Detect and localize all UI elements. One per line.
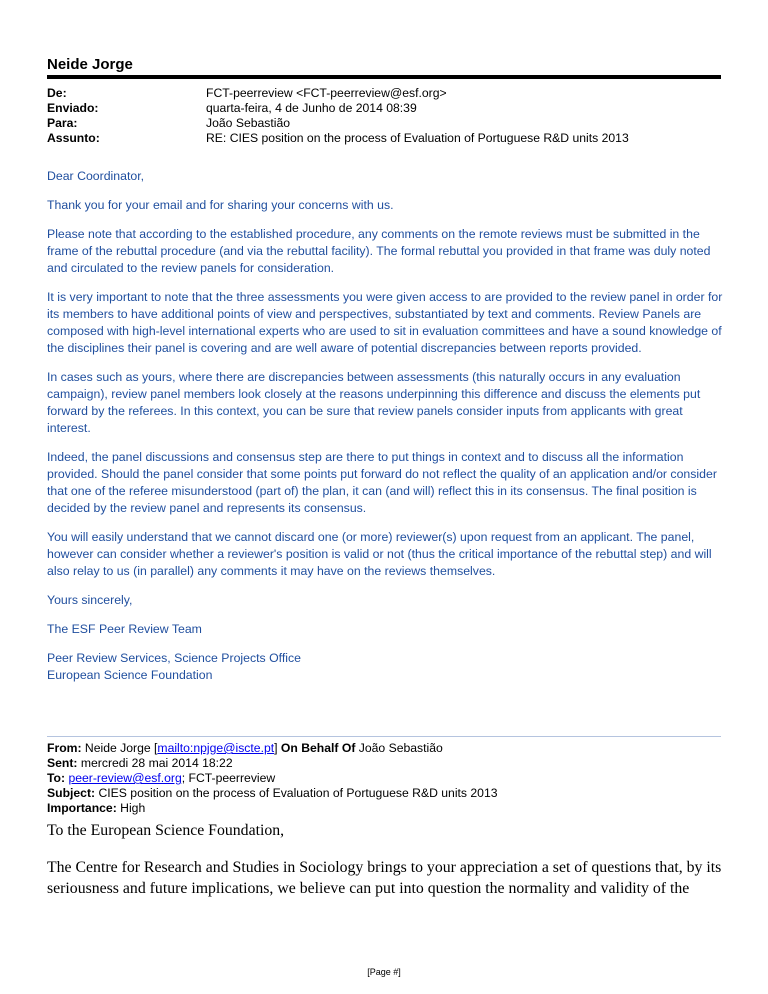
reply-paragraph: You will easily understand that we cannot discard one (or more) reviewer(s) upon request from an applicant. The panel, however can consider whether a reviewer's position is valid or not (thus the critical importance of the rebuttal step) and will also relay to us (in parallel) any comments it may have on the reviews themselves. xyxy=(47,530,712,578)
fwd-behalf-label: On Behalf Of xyxy=(280,741,356,755)
reply-paragraph: In cases such as yours, where there are discrepancies between assessments (this naturally occurs in any evaluation campaign), review panel members look closely at the reasons underpinning this difference and discuss the elements put forward by the referees. In this context, you can be sure that review panels consider inputs from applicants with great interest. xyxy=(47,370,701,435)
reply-paragraph: Thank you for your email and for sharing your concerns with us. xyxy=(47,198,394,212)
from-label: De: xyxy=(47,86,67,100)
fwd-sent-line xyxy=(47,756,727,771)
fwd-to-label: To: xyxy=(47,771,66,785)
fwd-sent-label: Sent: xyxy=(47,756,78,770)
org-line-1: Peer Review Services, Science Projects Office xyxy=(47,651,302,665)
subject-label: Assunto: xyxy=(47,131,100,145)
sent-value: quarta-feira, 4 de Junho de 2014 08:39 xyxy=(206,101,417,115)
fwd-to-line xyxy=(47,771,727,786)
fwd-importance-label: Importance: xyxy=(47,801,117,815)
fwd-sent-value: mercredi 28 mai 2014 18:22 xyxy=(80,756,233,770)
fwd-behalf-name: João Sebastião xyxy=(358,741,443,755)
fwd-subject-label: Subject: xyxy=(47,786,96,800)
sender-name: Neide Jorge xyxy=(47,56,133,73)
fwd-bracket-close: ] xyxy=(274,741,278,755)
forward-divider xyxy=(47,736,721,737)
closing: Yours sincerely, xyxy=(47,593,133,607)
header-divider xyxy=(47,75,721,79)
org-line-2: European Science Foundation xyxy=(47,668,213,682)
fwd-to-rest: ; FCT-peerreview xyxy=(181,771,276,785)
fwd-subject-line xyxy=(47,786,727,801)
team-signature: The ESF Peer Review Team xyxy=(47,622,202,636)
reply-body xyxy=(47,168,727,684)
fwd-from-mailto-link[interactable]: mailto:npjge@iscte.pt xyxy=(157,741,275,755)
to-value: João Sebastião xyxy=(206,116,291,130)
sent-label: Enviado: xyxy=(47,101,99,115)
fwd-subject-value: CIES position on the process of Evaluation of Portuguese R&D units 2013 xyxy=(98,786,498,800)
original-letter xyxy=(47,820,727,915)
fwd-importance-line xyxy=(47,801,727,816)
reply-paragraph: Please note that according to the established procedure, any comments on the remote reviews must be submitted in the frame of the rebuttal procedure (and via the rebuttal facility). The formal rebuttal you provided in that frame was duly noted and circulated to the review panels for consideration. xyxy=(47,227,711,275)
fwd-bracket-open: [ xyxy=(154,741,158,755)
from-value: FCT-peerreview <FCT-peerreview@esf.org> xyxy=(206,86,447,100)
fwd-from-label: From: xyxy=(47,741,82,755)
greeting: Dear Coordinator, xyxy=(47,169,145,183)
reply-paragraph: It is very important to note that the three assessments you were given access to are provided to the review panel in order for its members to have additional points of view and perspectives, substantiated by text and comments. Review Panels are composed with high-level international experts who are used to sit in evaluation committees and have a sound knowledge of the disciplines their panel is covering and are well aware of potential discrepancies between reports provided. xyxy=(47,290,723,355)
letter-salutation: To the European Science Foundation, xyxy=(47,822,285,839)
letter-opening: The Centre for Research and Studies in Sociology brings to your appreciation a set of questions that, by its seriousness and future implications, we believe can put into question the normality and validity of the xyxy=(47,859,722,897)
fwd-importance-value: High xyxy=(120,801,146,815)
subject-value: RE: CIES position on the process of Evaluation of Portuguese R&D units 2013 xyxy=(206,131,629,145)
page-number: [Page #] xyxy=(367,967,401,977)
forwarded-header xyxy=(47,741,727,816)
reply-paragraph: Indeed, the panel discussions and consensus step are there to put things in context and to discuss all the information provided. Should the panel consider that some points put forward do not reflect the quality of an application and/or consider that one of the referee misunderstood (part of) the plan, it can (and will) reflect this in its consensus. The final position is decided by the review panel and represents its consensus. xyxy=(47,450,717,515)
fwd-to-email-link[interactable]: peer-review@esf.org xyxy=(68,771,182,785)
fwd-from-name: Neide Jorge xyxy=(84,741,151,755)
fwd-from-line xyxy=(47,741,727,756)
to-label: Para: xyxy=(47,116,78,130)
